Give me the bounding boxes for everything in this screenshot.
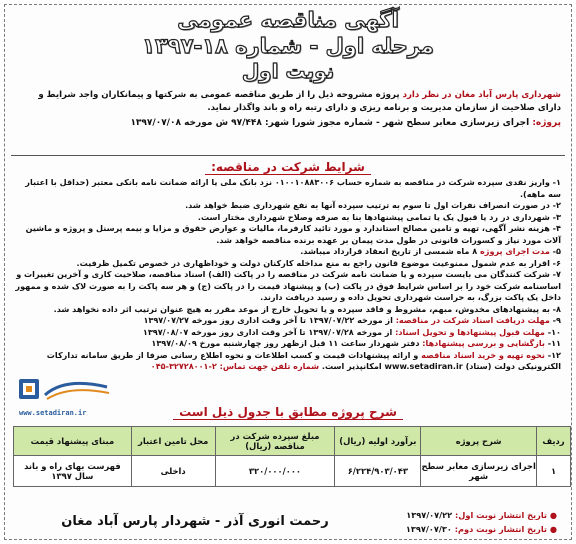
condition-text: شهرداری در رد یا قبول یک یا تمامی پیشنهادها بنا به صرفه وصلاح شهرداری مختار است. [197,211,550,222]
project-label: پروژه: [532,118,561,128]
condition-item [13,269,561,304]
condition-number: ۱۱- [544,338,561,348]
signature: رحمت انوری آذر - شهردار پارس آباد مغان [61,514,329,529]
divider [11,155,565,156]
condition-item [13,315,561,327]
cell-row-num: ۱ [537,456,571,487]
project-table [13,426,571,487]
condition-item [13,258,561,270]
condition-item [13,223,561,246]
condition-text: و ارائه پیشنهادات قیمت و کسب اطلاعات و نحوه اطلاع رسانی صرفا از طریق سامانه تدارکات الکترونیکی دولت (ستاد) www.setadiran.ir امکانپذیر است. [46,349,561,371]
condition-text: در صورت انصراف نفرات اول تا سوم به ترتیب سپرده آنها به نفع شهرداری ضبط خواهد شد. [185,200,550,210]
project-line [13,117,561,130]
condition-text: هزینه نشر آگهی، تهیه و تامین مصالح استاندارد و مورد تائید کارفرما، مالیات و عوارض حقوق و مزایا و بیمه پرسنل و پروژه و ماشین آلات مورد نیاز و کسورات قانونی در طول مدت پیمان بر عهده برنده مناقصه خواهد شد. [25,223,561,245]
date-first: ● تاریخ انتشار نوبت اول: ۱۳۹۷/۰۷/۲۲ [406,510,557,520]
condition-label: نحوه تهیه و خرید اسناد مناقصه [421,349,545,360]
condition-text: از مورخه ۱۳۹۷/۰۷/۲۸ تا آخر وقت اداری روز مورخه ۱۳۹۷/۰۸/۰۷ [142,326,396,337]
condition-number: ۳- [549,211,561,222]
cell-deposit: ۳۲۰/۰۰۰/۰۰۰ [215,456,335,487]
condition-item [13,177,561,200]
publication-dates [406,508,557,536]
notice-header [5,7,571,83]
notice-title: آگهی مناقصه عمومی [177,8,399,32]
date-second: ● تاریخ انتشار نوبت دوم: ۱۳۹۷/۰۷/۳۰ [405,524,557,534]
condition-number: ۲- [549,200,561,210]
cell-description: اجرای زیرسازی معابر سطح شهر [421,456,537,487]
condition-item [13,338,561,350]
col-header-description: شرح پروژه [421,427,537,456]
condition-text: اقرار به عدم شمول ممنوعیت موضوع قانون راجع به منع مداخله کارکنان دولت و خوداظهاری در خصوص تکمیل ظرفیت. [76,257,550,268]
setad-logo-icon [17,373,113,405]
condition-number: ۸- [549,303,561,314]
col-header-estimate: برآورد اولیه (ریال) [335,427,421,456]
notice-round: نوبت اول [241,59,335,83]
intro-paragraph [13,89,561,115]
col-header-deposit: مبلغ سپرده شرکت در مناقصه (ریال) [215,427,335,456]
condition-item [13,327,561,339]
condition-label: مدت اجرای پروژه [480,246,550,256]
notice-subtitle: مرحله اول - شماره ۱۸-۱۳۹۷ [142,34,434,58]
col-header-price-basis: مبنای پیشنهاد قیمت [14,427,132,456]
condition-label: مهلت قبول پیشنهادها و تحویل اسناد: [395,326,545,337]
condition-label: مهلت دریافت اسناد شرکت در مناقصه: [395,315,550,325]
condition-text: شرکت کنندگان می بایست سپرده و یا ضمانت نامه شرکت در مناقصه را در پاکت (الف) اسناد مناقصه، صلاحیت کاری و آخرین تغییرات و اساسنامه شرکت خود را بر اساس شرایط فوق در پاکت (ب) و پیشنهاد قیمت را در پاکت (ج) و هر سه پاکت را به صورت لاک شده و ممهور داخل یک پاکت بزرگ، به حراست شهرداری تحویل داده و رسید دریافت دارند. [15,269,561,302]
table-section-title: شرح پروژه مطابق با جدول ذیل است [5,405,571,419]
cell-estimate: ۶/۲۲۴/۹۰۳/۰۴۳ [335,456,421,487]
condition-item [13,304,561,316]
intro-org: شهرداری پارس آباد مغان در نظر دارد [402,90,561,100]
condition-number: ۹- [549,315,561,325]
setad-logo-text: www.setadiran.ir [19,409,87,417]
condition-item [13,246,561,258]
condition-number: ۵- [549,246,561,256]
contact-phone: شماره تلفن جهت تماس: ۲-۳۲۷۲۸۰۰۱-۰۴۵ [150,361,320,371]
table-row [14,456,571,487]
condition-number: ۱۰- [544,326,561,337]
cell-price-basis: فهرست بهای راه و باند سال ۱۳۹۷ [14,456,132,487]
condition-number: ۱- [549,177,561,187]
condition-number: ۶- [549,257,561,268]
notice-frame [4,4,572,540]
condition-text: به پیشنهادهای مخدوش، مبهم، مشروط و فاقد سپرده و یا تحویل خارج از موعد مقرر به هیچ عنوان ترتیب اثر داده نخواهد شد. [53,303,550,314]
condition-text: واریز نقدی سپرده شرکت در مناقصه به شماره حساب ۰۱۰۰۱۰۸۸۳۰۰۶ نزد بانک ملی یا ارائه ضمانت نامه بانکی معتبر (حداقل با اعتبار سه ماهه). [25,177,561,199]
condition-text: دفتر شهردار ساعت ۱۱ قبل ازظهر روز چهارشنبه مورخ ۱۳۹۷/۰۸/۰۹ [151,338,423,348]
condition-item [13,200,561,212]
condition-label: بازگشایی و بررسی پیشنهادها: [422,338,545,348]
condition-text: ۸ ماه شمسی از تاریخ انعقاد قرارداد میباشد. [300,246,481,256]
condition-text: از مورخه ۱۳۹۷/۰۷/۲۲ تا آخر وقت اداری روز مورخه ۱۳۹۷/۰۷/۲۷ [143,315,396,325]
conditions-list [13,177,561,373]
conditions-title: شرایط شرکت در مناقصه: [5,160,571,174]
condition-item [13,212,561,224]
intro-text: پروژه مشروحه ذیل را از طریق مناقصه عمومی به شرکتها و پیمانکاران واجد شرایط و دارای صلاحیت از سازمان مدیریت و برنامه ریزی و دارای رتبه راه و باند واگذار نماید. [38,90,561,113]
col-header-row-num: ردیف [537,427,571,456]
condition-number: ۴- [549,223,561,233]
cell-funding: داخلی [131,456,215,487]
condition-number: ۱۲- [544,349,561,360]
table-header-row [14,427,571,456]
col-header-funding: محل تامین اعتبار [131,427,215,456]
condition-item [13,350,561,373]
condition-number: ۷- [549,269,561,279]
footer [13,508,563,538]
project-text: اجرای زیرسازی معابر سطح شهر - شماره مجوز شورا شهر: ۹۷/۴۴۸ ش مورخه ۱۳۹۷/۰۷/۰۸ [130,118,533,128]
